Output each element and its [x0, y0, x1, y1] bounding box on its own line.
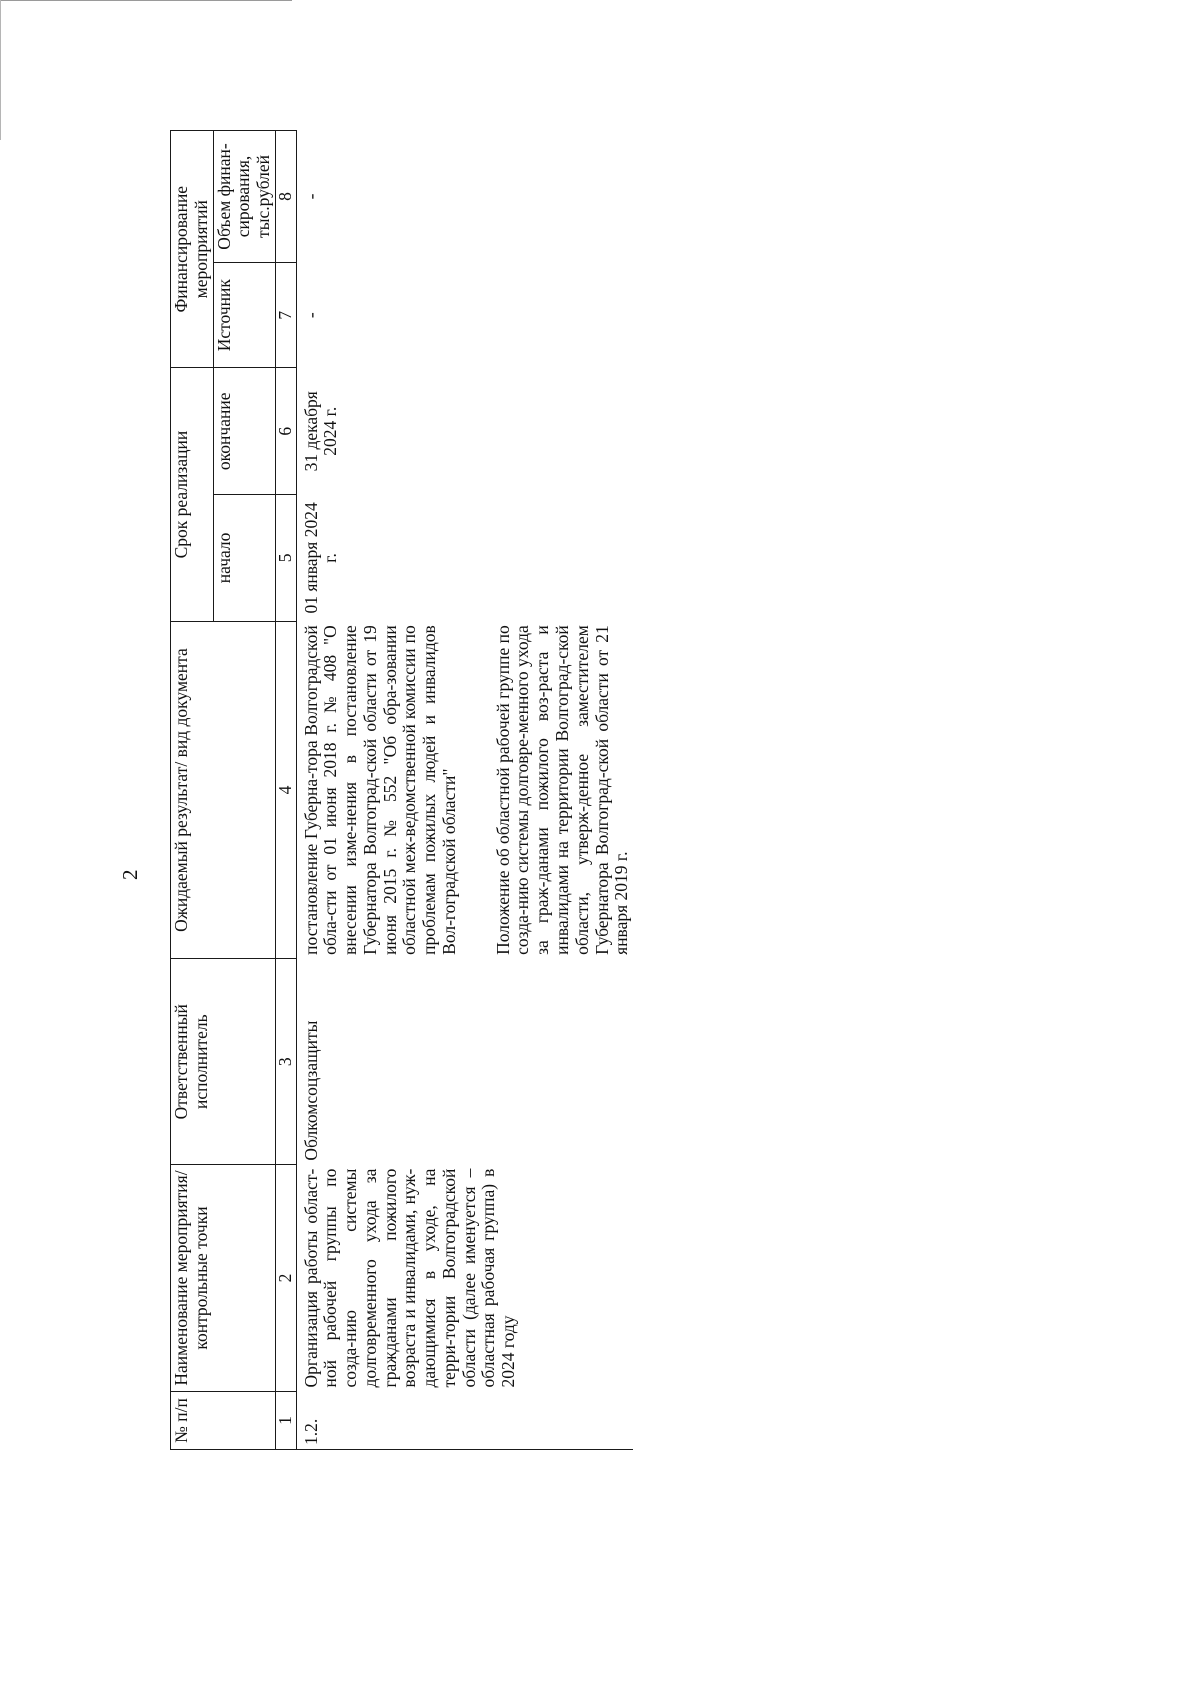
- header-finance-source: Источник: [213, 262, 275, 368]
- header-row-1: [171, 131, 214, 1450]
- scan-edge-top: [0, 0, 292, 1]
- column-number-cell: 6: [275, 368, 296, 495]
- column-number-cell: 7: [275, 262, 296, 368]
- term-end: 31 декабря 2024 г.: [300, 391, 341, 472]
- term-start: 01 января 2024 г.: [300, 502, 341, 614]
- header-expected-result: Ожидаемый результат/ вид документа: [171, 621, 276, 959]
- finance-source: -: [300, 312, 321, 319]
- scan-edge-left: [0, 0, 1, 140]
- page-number: 2: [118, 869, 142, 880]
- column-number-cell: 3: [275, 959, 296, 1165]
- header-term-group: Срок реализации: [171, 368, 214, 621]
- row-number: 1.2.: [300, 1418, 321, 1445]
- column-number-row: [275, 131, 296, 1450]
- column-number-cell: 4: [275, 621, 296, 959]
- measure-name: Организация работы област-ной рабочей группы по созда-нию системы долговременного ухода за гражданами пожилого возраста и инвалидами, нуж-дающимися в уходе, на терри-тории Волгоградской области (далее именуется – областная рабочая группа) в 2024 году: [300, 1168, 519, 1388]
- paragraph-gap: [460, 625, 494, 955]
- header-executor: Ответственный исполнитель: [171, 959, 276, 1165]
- header-term-end: окончание: [213, 368, 275, 495]
- result-document-decree: постановление Губерна-тора Волгоградской обла-сти от 01 июня 2018 г. № 408 "О внесении изме-нения в постановление Губернатора Волгоград-ской области от 19 июня 2015 г. № 552 "Об обра-зовании областной меж-ведомственной комиссии по проблемам пожилых людей и инвалидов Вол-гоградской области": [300, 625, 459, 955]
- column-number-cell: 1: [275, 1391, 296, 1449]
- header-finance-group: Финансирование мероприятий: [171, 131, 214, 368]
- action-plan-table: [170, 130, 633, 1450]
- column-number-cell: 5: [275, 495, 296, 622]
- expected-result-cell: [296, 621, 633, 959]
- header-measure-name: Наименование мероприятия/ контрольные точки: [171, 1165, 276, 1392]
- header-finance-volume: Объем финан-сирования, тыс.рублей: [213, 131, 275, 263]
- column-number-cell: 2: [275, 1165, 296, 1392]
- result-document-regulation: Положение об областной рабочей группе по созда-нию системы долговре-менного ухода за граж-данами пожилого воз-раста и инвалидами на территории Волгоград-ской области, утверж-денное заместителем Губернатора Волгоград-ской области от 21 января 2019 г.: [492, 625, 632, 955]
- header-number: № п/п: [171, 1391, 276, 1449]
- rotated-page-content: [170, 130, 633, 1450]
- finance-volume: -: [300, 193, 321, 200]
- column-number-cell: 8: [275, 131, 296, 263]
- responsible-executor: Облкомсоцзащиты: [300, 1020, 321, 1161]
- table-row: [296, 131, 633, 1450]
- header-term-start: начало: [213, 495, 275, 622]
